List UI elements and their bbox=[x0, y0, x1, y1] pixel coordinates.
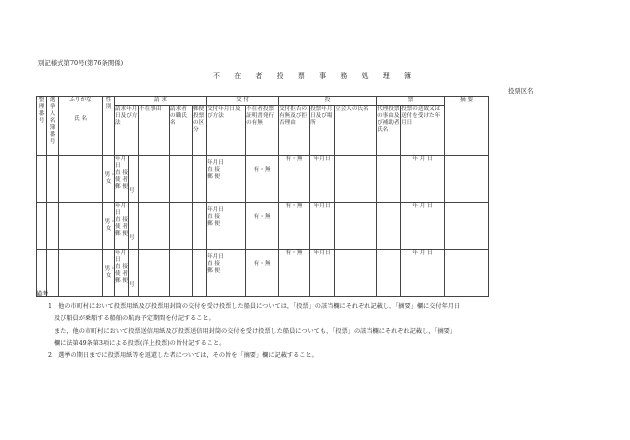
witness-cell[interactable] bbox=[335, 156, 377, 203]
table-row bbox=[37, 156, 596, 203]
senkyonin-meibo-cell[interactable] bbox=[47, 203, 59, 250]
header-kofu-kyohi: 交付拒否の有無及び拒否理由 bbox=[279, 106, 310, 156]
vote-date-cell[interactable]: 年月日 bbox=[310, 156, 335, 203]
delivery-method-cell[interactable]: 年月日 直 接 郵 便 bbox=[207, 203, 246, 250]
header-shimei: 氏 名 bbox=[74, 116, 87, 122]
gender-cell[interactable]: 男・女 bbox=[103, 250, 115, 297]
fuzai-jiyu-cell[interactable] bbox=[139, 156, 170, 203]
request-method-cell[interactable]: 年月日 直 接 使 者 郵 便 bbox=[115, 250, 129, 297]
tekiyo-cell[interactable] bbox=[445, 203, 489, 250]
request-number-cell[interactable]: 号 bbox=[129, 250, 139, 297]
witness-cell[interactable] bbox=[335, 203, 377, 250]
header-group-request: 請 求 bbox=[115, 97, 207, 106]
header-yubin-tohyo: 郵便投票の区分 bbox=[193, 106, 207, 156]
header-tachiainin: 立会人の氏名 bbox=[335, 106, 377, 156]
register-table bbox=[36, 96, 596, 297]
header-tekiyo: 摘 要 bbox=[445, 97, 489, 156]
refusal-cell[interactable]: 有・無 bbox=[279, 250, 310, 297]
gender-cell[interactable]: 男・女 bbox=[103, 203, 115, 250]
note-1: 1 他の市町村において投票用紙及び投票用封筒の交付を受け投票した船員については，「投票」の該当欄にそれぞれ記載し，「摘要」欄に交付年月日 bbox=[48, 303, 461, 311]
yubin-cell[interactable] bbox=[193, 203, 207, 250]
document-title: 不 在 者 投 票 事 務 処 理 簿 bbox=[212, 72, 418, 80]
note-1-also-cont: 欄に法第49条第3項による投票(洋上投票)の旨付記すること。 bbox=[54, 339, 226, 347]
vote-date-cell[interactable]: 年月日 bbox=[310, 203, 335, 250]
header-soukin: 投票の送致又は送付を受けた年月日 bbox=[401, 106, 445, 156]
header-seiri-bango: 整理番号 bbox=[37, 97, 47, 156]
delivery-method-cell[interactable]: 年月日 直 接 郵 便 bbox=[207, 250, 246, 297]
header-row-columns bbox=[37, 106, 596, 156]
header-group-vote: 投 bbox=[279, 97, 377, 106]
certificate-cell[interactable]: 有・無 bbox=[246, 250, 279, 297]
proxy-cell[interactable] bbox=[377, 156, 401, 203]
request-method-cell[interactable]: 年月日 直 接 使 者 郵 便 bbox=[115, 156, 129, 203]
notes-heading: 備考 bbox=[36, 291, 49, 298]
seiri-bango-cell[interactable] bbox=[37, 203, 47, 250]
header-group-delivery: 交 付 bbox=[207, 97, 279, 106]
header-seikyusha-shimei: 請求者の職氏名 bbox=[170, 106, 193, 156]
delivery-method-cell[interactable]: 年月日 直 接 郵 便 bbox=[207, 156, 246, 203]
name-cell[interactable] bbox=[59, 156, 103, 203]
certificate-cell[interactable]: 有・無 bbox=[246, 156, 279, 203]
register-rows bbox=[37, 156, 596, 297]
header-seibetsu: 性別 bbox=[103, 97, 115, 156]
vote-date-cell[interactable]: 年月日 bbox=[310, 250, 335, 297]
header-tohyo-nengappi: 投票年月日及び場所 bbox=[310, 106, 335, 156]
refusal-cell[interactable]: 有・無 bbox=[279, 156, 310, 203]
request-number-cell[interactable]: 号 bbox=[129, 156, 139, 203]
header-name-cell bbox=[59, 97, 103, 156]
seikyusha-cell[interactable] bbox=[170, 156, 193, 203]
receipt-date-cell[interactable]: 年 月 日 bbox=[401, 250, 445, 297]
proxy-cell[interactable] bbox=[377, 203, 401, 250]
district-label: 投票区名 bbox=[508, 87, 534, 95]
header-kofu-nengappi: 交付年月日及び方法 bbox=[207, 106, 246, 156]
request-number-cell[interactable]: 号 bbox=[129, 203, 139, 250]
notes-section bbox=[36, 289, 596, 362]
header-furigana: ふりがな bbox=[69, 97, 92, 103]
senkyonin-meibo-cell[interactable] bbox=[47, 156, 59, 203]
header-group-ballot: 票 bbox=[377, 97, 445, 106]
seiri-bango-cell[interactable] bbox=[37, 156, 47, 203]
request-method-cell[interactable]: 年月日 直 接 使 者 郵 便 bbox=[115, 203, 129, 250]
certificate-cell[interactable]: 有・無 bbox=[246, 203, 279, 250]
receipt-date-cell[interactable]: 年 月 日 bbox=[401, 203, 445, 250]
note-2: 2 選挙の期日までに投票用紙等を返還した者については，その旨を「摘要」欄に記載すること。 bbox=[48, 352, 318, 360]
header-dairi-tohyo: 代理投票の事由及び補助者氏名 bbox=[377, 106, 401, 156]
header-row-groups bbox=[37, 97, 596, 106]
note-1-cont: 及び船員が乗船する船舶の航海予定期間を付記すること。 bbox=[54, 315, 215, 323]
form-number: 別記様式第70号(第76条関係) bbox=[38, 59, 124, 67]
header-senkyonin-meibo: 選挙人名簿番号 bbox=[47, 97, 59, 156]
table-row bbox=[37, 203, 596, 250]
header-shomei-hakko: 不在者投票証明書発行の有無 bbox=[246, 106, 279, 156]
header-seikyu-nengappi: 請求年月日及び方法 bbox=[115, 106, 139, 156]
note-1-also: また，他の市町村において投票送信用紙及び投票送信用封筒の交付を受け投票した船員についても，「投票」の該当欄にそれぞれ記載し，「摘要」 bbox=[54, 327, 457, 335]
refusal-cell[interactable]: 有・無 bbox=[279, 203, 310, 250]
header-fuzai-jiyu: 不在事由 bbox=[139, 106, 170, 156]
seikyusha-cell[interactable] bbox=[170, 203, 193, 250]
name-cell[interactable] bbox=[59, 203, 103, 250]
fuzai-jiyu-cell[interactable] bbox=[139, 203, 170, 250]
yubin-cell[interactable] bbox=[193, 156, 207, 203]
gender-cell[interactable]: 男・女 bbox=[103, 156, 115, 203]
receipt-date-cell[interactable]: 年 月 日 bbox=[401, 156, 445, 203]
tekiyo-cell[interactable] bbox=[445, 156, 489, 203]
